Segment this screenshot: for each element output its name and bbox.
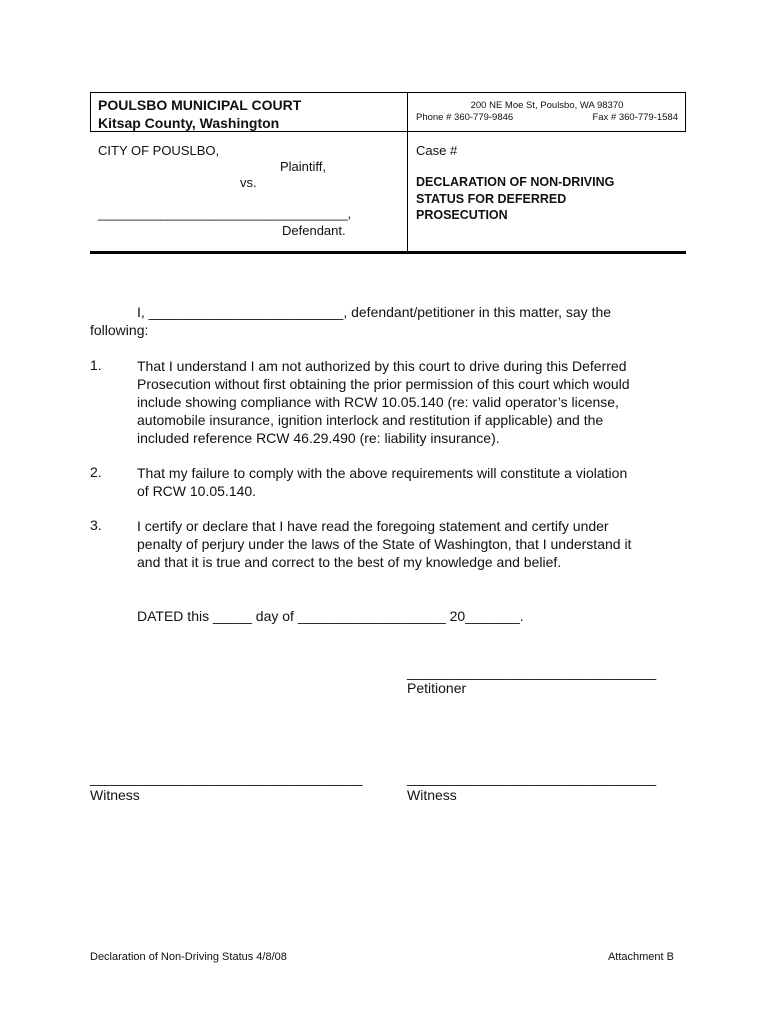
court-fax: Fax # 360-779-1584 (592, 112, 678, 123)
witness-signature-line-left[interactable]: ___________________________________ (90, 770, 363, 786)
paragraph-line: Prosecution without first obtaining the prior permission of this court which would (137, 376, 630, 392)
court-name-block (98, 96, 301, 132)
petitioner-label: Petitioner (407, 680, 467, 696)
declarant-intro-line: I, _________________________, defendant/petitioner in this matter, say the (137, 304, 612, 320)
declarant-intro-continuation: following: (90, 322, 149, 338)
paragraph-line: I certify or declare that I have read the foregoing statement and certify under (137, 518, 609, 534)
document-title-line: PROSECUTION (416, 208, 508, 222)
paragraph-line: That my failure to comply with the above requirements will constitute a violation (137, 465, 628, 481)
witness-label-right: Witness (407, 787, 457, 803)
paragraph-line: included reference RCW 46.29.490 (re: liability insurance). (137, 430, 500, 446)
petitioner-signature-line[interactable]: ________________________________ (407, 664, 657, 680)
paragraph-line: and that it is true and correct to the best of my knowledge and belief. (137, 554, 562, 570)
paragraph-line: include showing compliance with RCW 10.05.140 (re: valid operator’s license, (137, 394, 619, 410)
footer-document-id: Declaration of Non-Driving Status 4/8/08 (90, 951, 287, 963)
court-county: Kitsap County, Washington (98, 115, 280, 131)
court-phone: Phone # 360-779-9846 (416, 112, 514, 123)
court-name: POULSBO MUNICIPAL COURT (98, 97, 302, 113)
court-address-block (416, 100, 678, 124)
paragraph-number: 3. (90, 517, 102, 533)
paragraph-line: of RCW 10.05.140. (137, 483, 257, 499)
versus-label: vs. (240, 175, 257, 190)
caption-divider (407, 92, 408, 252)
paragraph-text (137, 357, 677, 447)
document-title-line: STATUS FOR DEFERRED (416, 191, 567, 206)
paragraph-number: 2. (90, 464, 102, 480)
court-address: 200 NE Moe St, Poulsbo, WA 98370 (470, 100, 624, 111)
paragraph-line: penalty of perjury under the laws of the State of Washington, that I understand it (137, 536, 632, 552)
case-caption (90, 92, 686, 254)
paragraph-number: 1. (90, 357, 102, 373)
paragraph-line: automobile insurance, ignition interlock and restitution if applicable) and the (137, 412, 604, 428)
paragraph-text (137, 517, 677, 571)
paragraph-line: That I understand I am not authorized by this court to drive during this Deferred (137, 358, 627, 374)
caption-bottom-rule (90, 251, 686, 254)
footer-attachment-label: Attachment B (607, 951, 674, 963)
plaintiff-name: CITY OF POUSLBO, (98, 143, 220, 158)
witness-signature-line-right[interactable]: ________________________________ (407, 770, 657, 786)
defendant-name-blank[interactable]: ____________________________________, (98, 206, 351, 221)
defendant-label: Defendant. (282, 223, 346, 238)
dated-line[interactable]: DATED this _____ day of ___________________ 20_______. (137, 608, 524, 624)
document-title (416, 174, 614, 224)
witness-label-left: Witness (90, 787, 140, 803)
case-number-label: Case # (416, 143, 458, 158)
paragraph-text (137, 464, 677, 500)
plaintiff-label: Plaintiff, (280, 159, 327, 174)
document-title-line: DECLARATION OF NON-DRIVING (416, 175, 615, 189)
